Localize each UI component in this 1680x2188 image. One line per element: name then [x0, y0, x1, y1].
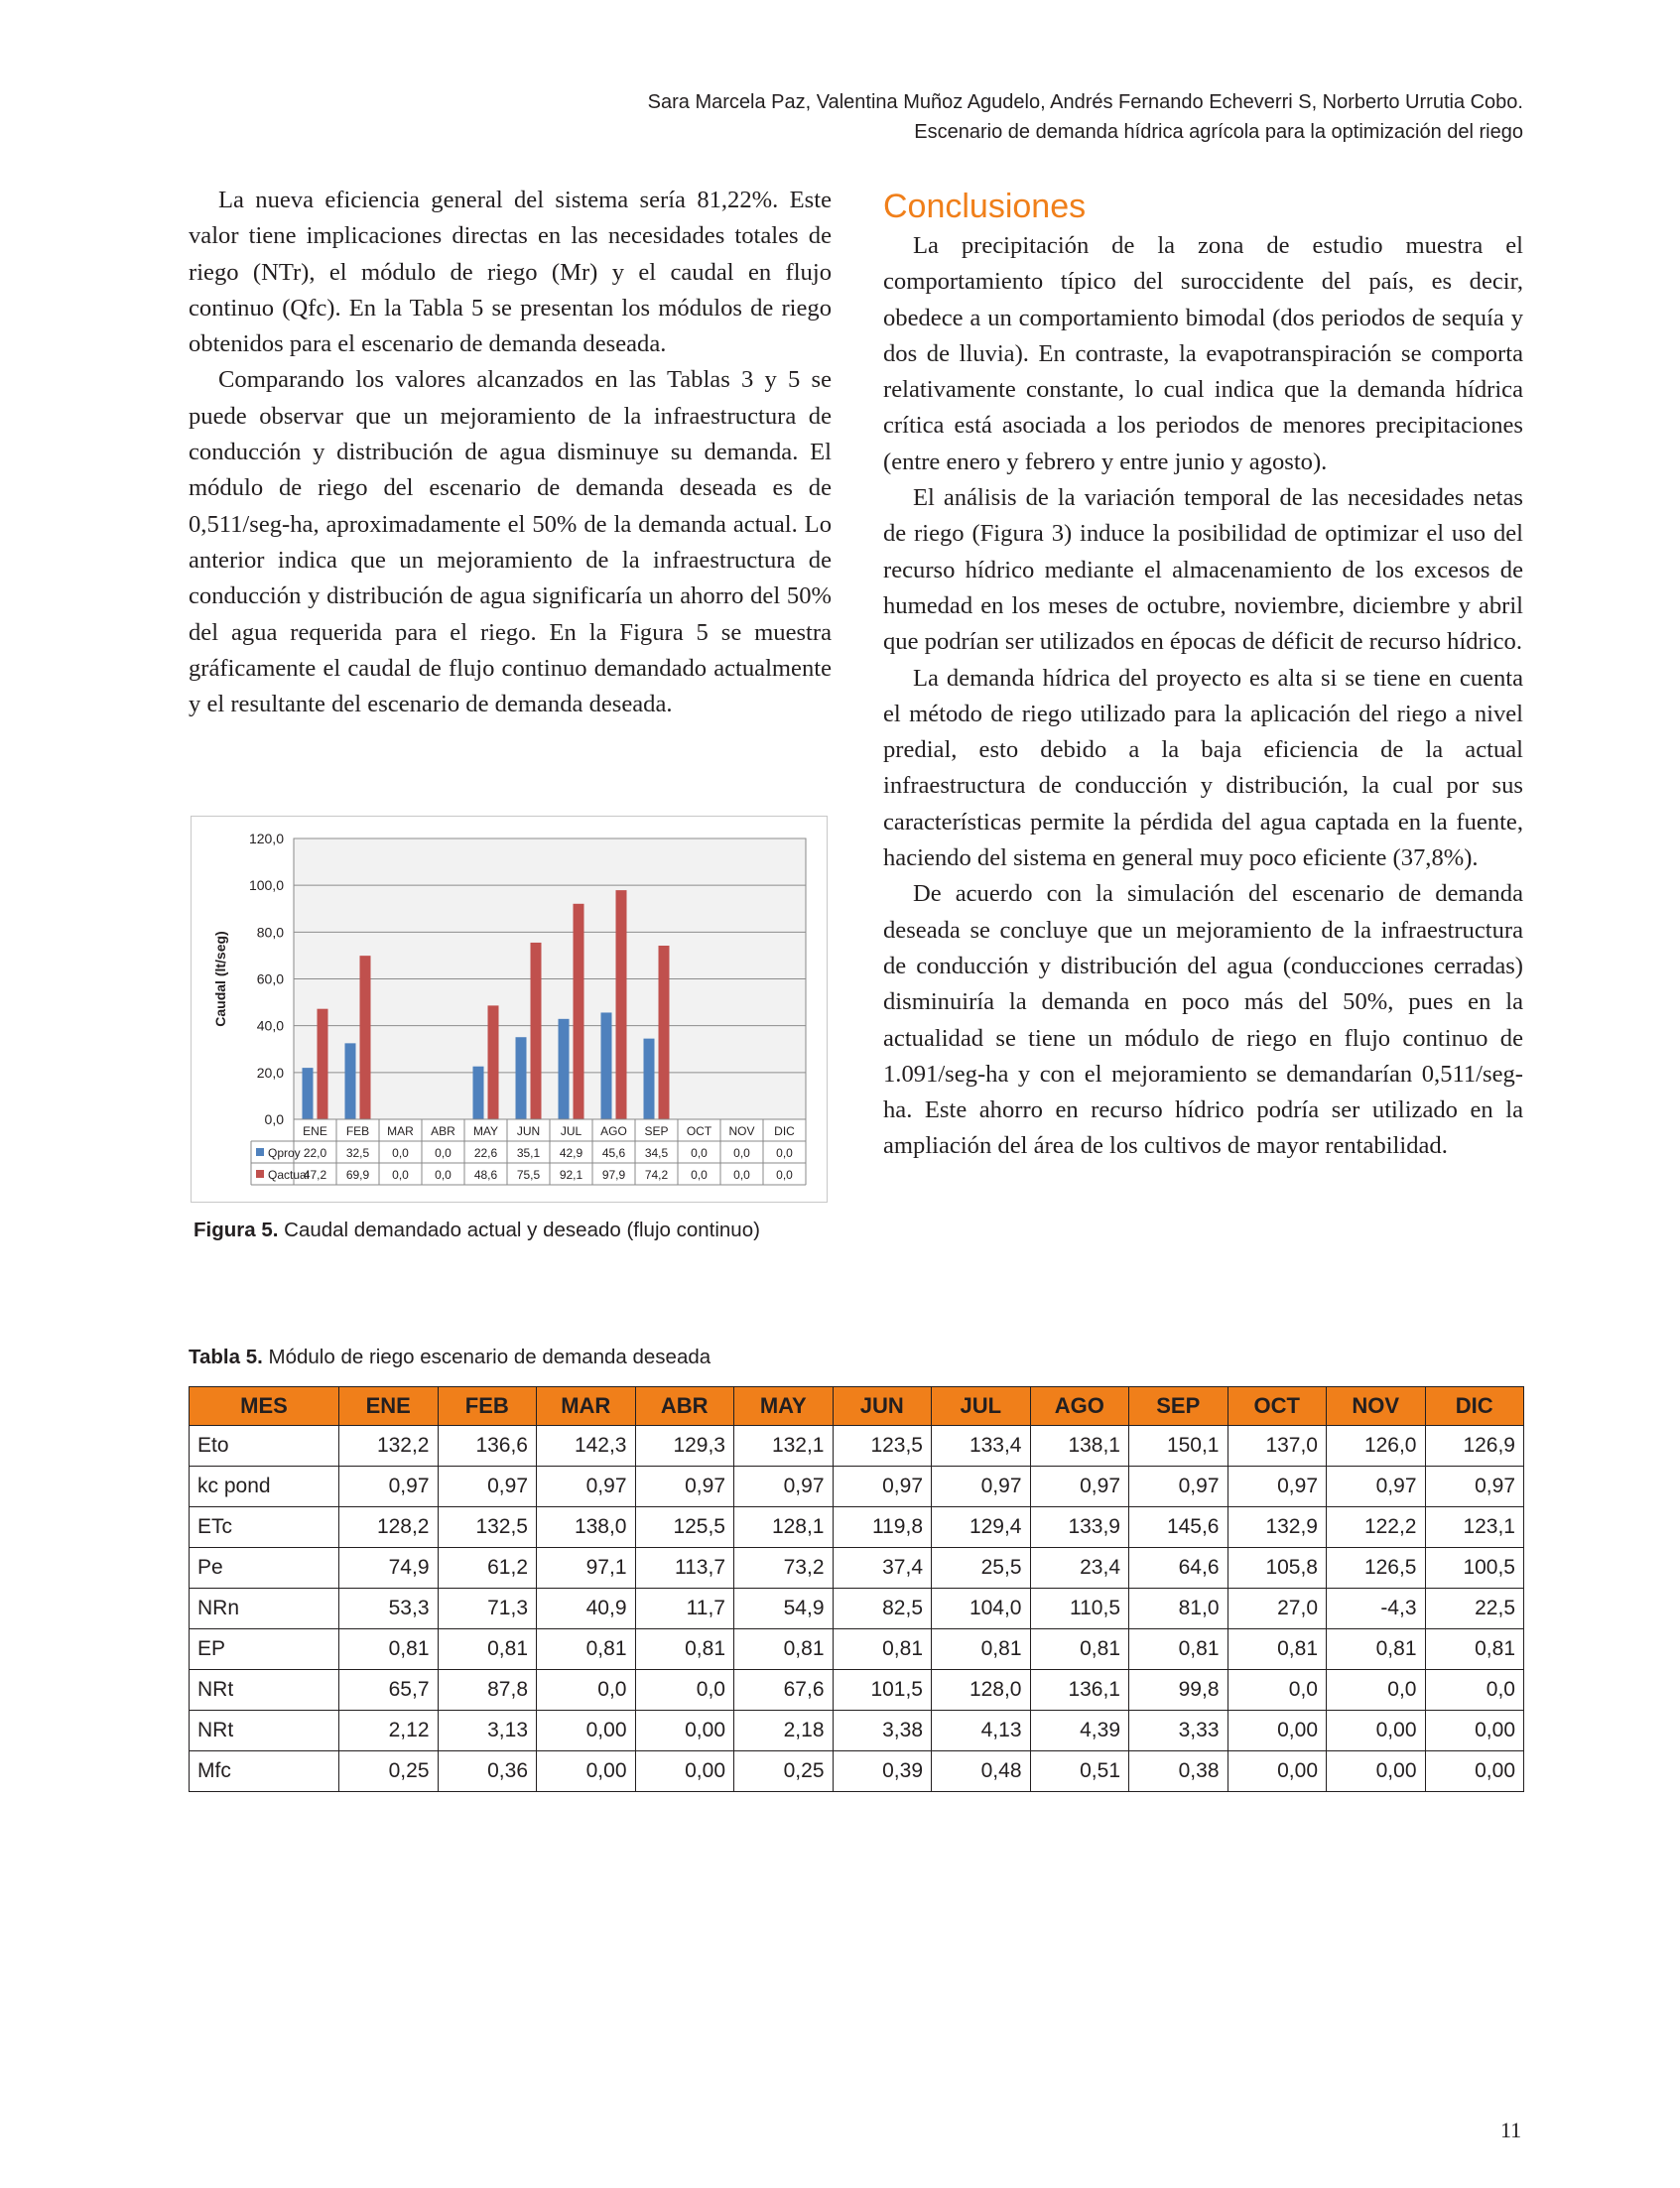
figure-caption-text: Caudal demandado actual y deseado (flujo continuo)	[278, 1219, 760, 1241]
table-cell: 132,2	[339, 1426, 439, 1467]
table-cell: 22,5	[1425, 1589, 1524, 1629]
table-cell: 0,81	[537, 1629, 636, 1670]
table-cell: 132,9	[1228, 1507, 1327, 1548]
bar-qactual	[318, 1009, 328, 1119]
table-cell: 87,8	[438, 1670, 537, 1711]
table-cell: 142,3	[537, 1426, 636, 1467]
table-cell: 0,81	[932, 1629, 1031, 1670]
table-cell: 0,48	[932, 1751, 1031, 1792]
table-cell: -4,3	[1327, 1589, 1426, 1629]
chart-svg	[192, 817, 827, 1202]
table-header-mes: MES	[190, 1387, 339, 1426]
table-header-dic: DIC	[1425, 1387, 1524, 1426]
table-cell: 4,13	[932, 1711, 1031, 1751]
table-cell: 0,81	[339, 1629, 439, 1670]
table-header-ago: AGO	[1030, 1387, 1129, 1426]
table-header-nov: NOV	[1327, 1387, 1426, 1426]
table-cell: 0,00	[1327, 1711, 1426, 1751]
data-label: 92,1	[559, 1168, 583, 1182]
table-cell: 100,5	[1425, 1548, 1524, 1589]
y-axis-label: Caudal (lt/seg)	[212, 931, 228, 1027]
table-row-label: ETc	[190, 1507, 339, 1548]
table-header-jun: JUN	[833, 1387, 932, 1426]
y-tick-label: 80,0	[256, 924, 284, 941]
table-row-label: Pe	[190, 1548, 339, 1589]
table-cell: 0,00	[1425, 1751, 1524, 1792]
table-cell: 11,7	[635, 1589, 734, 1629]
right-paragraph-3: La demanda hídrica del proyecto es alta si se tiene en cuenta el método de riego utilizado para la aplicación del riego a nivel predial, esto debido a la baja eficiencia de la actual infraestructura de conducción y distribución, la cual por sus características permite la pérdida del agua captada en la fuente, haciendo del sistema en general muy poco eficiente (37,8%).	[883, 664, 1523, 872]
page-number: 11	[1500, 2118, 1522, 2142]
table-row-label: NRn	[190, 1589, 339, 1629]
table-cell: 0,97	[339, 1467, 439, 1507]
table-cell: 0,97	[438, 1467, 537, 1507]
table-cell: 126,0	[1327, 1426, 1426, 1467]
y-tick-label: 120,0	[248, 831, 284, 846]
y-tick-label: 0,0	[264, 1111, 284, 1127]
y-tick-label: 20,0	[256, 1064, 284, 1081]
table-cell: 0,0	[635, 1670, 734, 1711]
table-cell: 0,97	[635, 1467, 734, 1507]
table-cell: 0,00	[1425, 1711, 1524, 1751]
legend-key-qproy	[256, 1148, 264, 1156]
table-cell: 0,00	[1228, 1751, 1327, 1792]
y-tick-label: 60,0	[256, 970, 284, 987]
table-cell: 132,5	[438, 1507, 537, 1548]
table-cell: 2,18	[734, 1711, 834, 1751]
left-column	[189, 183, 832, 722]
table-cell: 0,25	[339, 1751, 439, 1792]
table-cell: 0,0	[1425, 1670, 1524, 1711]
right-paragraph-4: De acuerdo con la simulación del escenario de demanda deseada se concluye que un mejoramiento de la infraestructura de conducción y distribución del agua (conducciones cerradas) disminuiría la demanda en poco más del 50%, pues en la actualidad se tiene un módulo de riego en flujo continuo de 1.091/seg-ha y con el mejoramiento se demandarían 0,511/seg-ha. Este ahorro en recurso hídrico podría ser utilizado en la ampliación del área de los cultivos de mayor rentabilidad.	[883, 880, 1523, 1160]
table-cell: 126,9	[1425, 1426, 1524, 1467]
bar-qproy	[601, 1012, 612, 1119]
table-row-label: Mfc	[190, 1751, 339, 1792]
table-cell: 0,00	[537, 1751, 636, 1792]
table-cell: 23,4	[1030, 1548, 1129, 1589]
table-cell: 3,38	[833, 1711, 932, 1751]
table-cell: 0,97	[537, 1467, 636, 1507]
table-cell: 25,5	[932, 1548, 1031, 1589]
table-cell: 123,5	[833, 1426, 932, 1467]
table-cell: 54,9	[734, 1589, 834, 1629]
table-cell: 133,9	[1030, 1507, 1129, 1548]
right-paragraph-2: El análisis de la variación temporal de las necesidades netas de riego (Figura 3) induce la posibilidad de optimizar el uso del recurso hídrico mediante el almacenamiento de los excesos de humedad en los meses de octubre, noviembre, diciembre y abril que podrían ser utilizados en épocas de déficit de recurso hídrico.	[883, 484, 1523, 656]
data-label: 48,6	[473, 1168, 498, 1182]
table-cell: 113,7	[635, 1548, 734, 1589]
irrigation-module-table	[189, 1386, 1524, 1792]
table-header-mar: MAR	[537, 1387, 636, 1426]
table-row-label: NRt	[190, 1670, 339, 1711]
table-cell: 0,81	[1030, 1629, 1129, 1670]
table-cell: 0,0	[1228, 1670, 1327, 1711]
table-cell: 0,81	[833, 1629, 932, 1670]
table-cell: 136,6	[438, 1426, 537, 1467]
table-cell: 0,97	[1030, 1467, 1129, 1507]
table-header-jul: JUL	[932, 1387, 1031, 1426]
data-label: 34,5	[644, 1146, 669, 1160]
table-header-oct: OCT	[1228, 1387, 1327, 1426]
table-header-row	[190, 1387, 1524, 1426]
table-cell: 73,2	[734, 1548, 834, 1589]
left-paragraph-1: La nueva eficiencia general del sistema sería 81,22%. Este valor tiene implicaciones directas en las necesidades totales de riego (NTr), el módulo de riego (Mr) y el caudal en flujo continuo (Qfc). En la Tabla 5 se presentan los módulos de riego obtenidos para el escenario de demanda deseada.	[189, 187, 832, 358]
table-cell: 74,9	[339, 1548, 439, 1589]
bar-qactual	[659, 946, 670, 1119]
data-label: 22,6	[473, 1146, 498, 1160]
table-cell: 137,0	[1228, 1426, 1327, 1467]
bar-qactual	[488, 1005, 499, 1119]
figure-caption	[194, 1219, 760, 1242]
data-label: 0,0	[435, 1146, 452, 1160]
table-row	[190, 1711, 1524, 1751]
data-label: 0,0	[691, 1146, 708, 1160]
x-category-label: FEB	[345, 1124, 370, 1138]
table-cell: 40,9	[537, 1589, 636, 1629]
x-category-label: ENE	[303, 1124, 327, 1138]
table-cell: 27,0	[1228, 1589, 1327, 1629]
table-cell: 0,97	[1129, 1467, 1228, 1507]
table-cell: 0,25	[734, 1751, 834, 1792]
table-cell: 37,4	[833, 1548, 932, 1589]
table-cell: 97,1	[537, 1548, 636, 1589]
right-paragraph-1: La precipitación de la zona de estudio muestra el comportamiento típico del suroccidente del país, es decir, obedece a un comportamiento bimodal (dos periodos de sequía y dos de lluvia). En contraste, la evapotranspiración se comporta relativamente constante, lo cual indica que la demanda hídrica crítica está asociada a los periodos de menores precipitaciones (entre enero y febrero y entre junio y agosto).	[883, 232, 1523, 475]
table-cell: 64,6	[1129, 1548, 1228, 1589]
table-cell: 53,3	[339, 1589, 439, 1629]
data-label: 47,2	[303, 1168, 327, 1182]
table-cell: 0,00	[1228, 1711, 1327, 1751]
table-cell: 133,4	[932, 1426, 1031, 1467]
table-cell: 0,97	[1327, 1467, 1426, 1507]
table-cell: 61,2	[438, 1548, 537, 1589]
table-cell: 0,0	[537, 1670, 636, 1711]
table-row-label: EP	[190, 1629, 339, 1670]
bar-qproy	[559, 1019, 570, 1119]
table-cell: 99,8	[1129, 1670, 1228, 1711]
data-label: 0,0	[435, 1168, 452, 1182]
table-cell: 0,00	[635, 1751, 734, 1792]
table-cell: 0,00	[635, 1711, 734, 1751]
table-cell: 0,97	[833, 1467, 932, 1507]
table-cell: 101,5	[833, 1670, 932, 1711]
table-row	[190, 1548, 1524, 1589]
data-label: 45,6	[601, 1146, 626, 1160]
legend-label-qproy: Qproy	[268, 1146, 301, 1160]
table-cell: 136,1	[1030, 1670, 1129, 1711]
table-cell: 0,51	[1030, 1751, 1129, 1792]
table-cell: 4,39	[1030, 1711, 1129, 1751]
x-category-label: OCT	[686, 1124, 712, 1138]
table-cell: 0,36	[438, 1751, 537, 1792]
table-row	[190, 1670, 1524, 1711]
bar-qproy	[345, 1043, 356, 1119]
header-authors: Sara Marcela Paz, Valentina Muñoz Agudelo, Andrés Fernando Echeverri S, Norberto Urrutia Cobo.	[647, 91, 1523, 113]
data-label: 0,0	[392, 1146, 409, 1160]
table-cell: 82,5	[833, 1589, 932, 1629]
table-cell: 0,0	[1327, 1670, 1426, 1711]
table-cell: 125,5	[635, 1507, 734, 1548]
table-cell: 0,97	[932, 1467, 1031, 1507]
table-cell: 81,0	[1129, 1589, 1228, 1629]
table-row-label: kc pond	[190, 1467, 339, 1507]
header-title: Escenario de demanda hídrica agrícola para la optimización del riego	[914, 121, 1523, 143]
bar-qproy	[473, 1067, 484, 1119]
data-label: 0,0	[392, 1168, 409, 1182]
table-cell: 104,0	[932, 1589, 1031, 1629]
table-cell: 0,81	[438, 1629, 537, 1670]
table-cell: 123,1	[1425, 1507, 1524, 1548]
y-tick-label: 40,0	[256, 1017, 284, 1034]
data-label: 0,0	[776, 1168, 793, 1182]
table-cell: 0,00	[1327, 1751, 1426, 1792]
table-header-feb: FEB	[438, 1387, 537, 1426]
table-row	[190, 1507, 1524, 1548]
table-row-label: Eto	[190, 1426, 339, 1467]
y-tick-label: 100,0	[248, 877, 284, 894]
running-header	[648, 87, 1523, 147]
data-label: 0,0	[733, 1146, 750, 1160]
x-category-label: ABR	[431, 1124, 455, 1138]
table-cell: 3,13	[438, 1711, 537, 1751]
right-column	[883, 187, 1523, 1165]
data-label: 42,9	[559, 1146, 583, 1160]
data-label: 0,0	[776, 1146, 793, 1160]
table-caption-text: Módulo de riego escenario de demanda deseada	[262, 1346, 711, 1368]
table-cell: 0,81	[1327, 1629, 1426, 1670]
table-cell: 67,6	[734, 1670, 834, 1711]
table-cell: 71,3	[438, 1589, 537, 1629]
table-cell: 110,5	[1030, 1589, 1129, 1629]
table-cell: 0,81	[1425, 1629, 1524, 1670]
bar-qactual	[531, 943, 542, 1119]
x-category-label: JUL	[560, 1124, 582, 1138]
x-category-label: JUN	[516, 1124, 541, 1138]
x-category-label: MAY	[472, 1124, 499, 1138]
table-cell: 0,81	[1228, 1629, 1327, 1670]
table-cell: 0,97	[1228, 1467, 1327, 1507]
legend-label-qactual: Qactual	[268, 1168, 310, 1182]
table-cell: 0,97	[1425, 1467, 1524, 1507]
table-cell: 128,0	[932, 1670, 1031, 1711]
data-label: 35,1	[516, 1146, 541, 1160]
table-cell: 119,8	[833, 1507, 932, 1548]
table-cell: 65,7	[339, 1670, 439, 1711]
data-label: 22,0	[303, 1146, 327, 1160]
data-label: 97,9	[601, 1168, 626, 1182]
table-cell: 129,4	[932, 1507, 1031, 1548]
x-category-label: NOV	[728, 1124, 755, 1138]
table-header-ene: ENE	[339, 1387, 439, 1426]
table-row-label: NRt	[190, 1711, 339, 1751]
table-cell: 0,38	[1129, 1751, 1228, 1792]
table-cell: 0,81	[734, 1629, 834, 1670]
table-cell: 138,1	[1030, 1426, 1129, 1467]
x-category-label: MAR	[387, 1124, 414, 1138]
bar-qproy	[303, 1068, 314, 1119]
table-cell: 129,3	[635, 1426, 734, 1467]
figure-caption-label: Figura 5.	[194, 1219, 279, 1241]
table-row	[190, 1751, 1524, 1792]
table-cell: 3,33	[1129, 1711, 1228, 1751]
x-category-label: DIC	[774, 1124, 795, 1138]
table-caption	[189, 1346, 711, 1369]
table-row	[190, 1589, 1524, 1629]
table-cell: 0,81	[635, 1629, 734, 1670]
table-row	[190, 1426, 1524, 1467]
table-cell: 0,81	[1129, 1629, 1228, 1670]
bar-qactual	[574, 904, 584, 1119]
x-category-label: SEP	[644, 1124, 669, 1138]
table-header-sep: SEP	[1129, 1387, 1228, 1426]
table-cell: 2,12	[339, 1711, 439, 1751]
table-cell: 0,97	[734, 1467, 834, 1507]
conclusions-heading: Conclusiones	[883, 188, 1087, 225]
table-header-abr: ABR	[635, 1387, 734, 1426]
table-cell: 128,1	[734, 1507, 834, 1548]
data-label: 75,5	[516, 1168, 541, 1182]
table-cell: 105,8	[1228, 1548, 1327, 1589]
data-label: 74,2	[644, 1168, 669, 1182]
data-label: 69,9	[345, 1168, 370, 1182]
legend-key-qactual	[256, 1170, 264, 1178]
table-header-may: MAY	[734, 1387, 834, 1426]
figure-5-chart	[191, 816, 828, 1203]
bar-qactual	[616, 890, 627, 1119]
table-cell: 132,1	[734, 1426, 834, 1467]
table-body	[190, 1426, 1524, 1792]
table-cell: 128,2	[339, 1507, 439, 1548]
table-cell: 145,6	[1129, 1507, 1228, 1548]
bar-qactual	[360, 956, 371, 1119]
bar-qproy	[516, 1037, 527, 1119]
table-cell: 126,5	[1327, 1548, 1426, 1589]
table-row	[190, 1629, 1524, 1670]
bar-qproy	[644, 1039, 655, 1119]
table-row	[190, 1467, 1524, 1507]
table-cell: 0,39	[833, 1751, 932, 1792]
left-paragraph-2: Comparando los valores alcanzados en las Tablas 3 y 5 se puede observar que un mejoramiento de la infraestructura de conducción y distribución de agua disminuye su demanda. El módulo de riego del escenario de demanda deseada es de 0,511/seg-ha, aproximadamente el 50% de la demanda actual. Lo anterior indica que un mejoramiento de la infraestructura de conducción y distribución de agua significaría un ahorro del 50% del agua requerida para el riego. En la Figura 5 se muestra gráficamente el caudal de flujo continuo demandado actualmente y el resultante del escenario de demanda deseada.	[189, 366, 832, 718]
table-caption-label: Tabla 5.	[189, 1346, 263, 1368]
table-cell: 150,1	[1129, 1426, 1228, 1467]
data-label: 0,0	[691, 1168, 708, 1182]
data-label: 32,5	[345, 1146, 370, 1160]
x-category-label: AGO	[600, 1124, 627, 1138]
data-label: 0,0	[733, 1168, 750, 1182]
table-cell: 122,2	[1327, 1507, 1426, 1548]
table-cell: 138,0	[537, 1507, 636, 1548]
table-cell: 0,00	[537, 1711, 636, 1751]
